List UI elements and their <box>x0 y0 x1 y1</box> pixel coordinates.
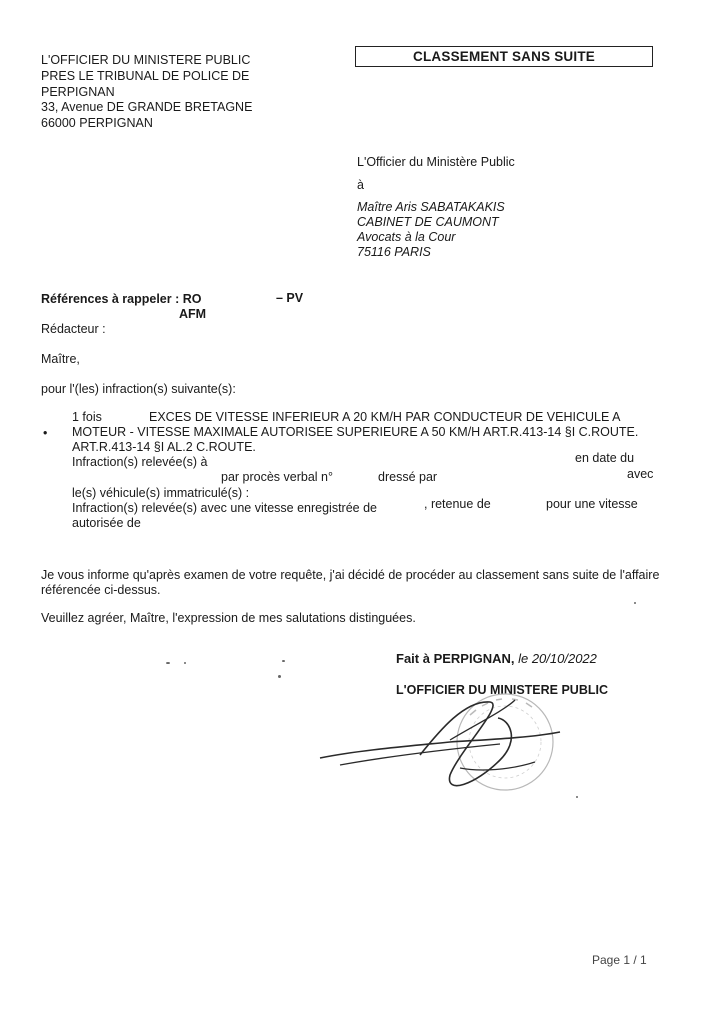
body-text: Je vous informe qu'après examen de votre requête, j'ai décidé de procéder au classement sans suite de l'affaire <box>41 568 660 582</box>
document-title: CLASSEMENT SANS SUITE <box>355 46 653 67</box>
references-label: Références à rappeler : RO <box>41 292 202 306</box>
closing-text: Veuillez agréer, Maître, l'expression de mes salutations distinguées. <box>41 611 416 625</box>
recipient-firm: CABINET DE CAUMONT <box>357 215 499 229</box>
references-pv: – PV <box>276 291 304 305</box>
salutation: Maître, <box>41 352 80 366</box>
recipient-role: Avocats à la Cour <box>357 230 456 244</box>
body-text: référencée ci-dessus. <box>41 583 161 597</box>
sender-line: L'OFFICIER DU MINISTERE PUBLIC <box>41 53 251 67</box>
to-word: à <box>357 178 364 192</box>
vehicle-label: le(s) véhicule(s) immatriculé(s) : <box>72 486 250 500</box>
retained-speed-label: , retenue de <box>424 497 491 511</box>
infraction-desc: ART.R.413-14 §I AL.2 C.ROUTE. <box>72 440 256 454</box>
recipient-name: Maître Aris SABATAKAKIS <box>357 200 505 214</box>
infraction-desc: MOTEUR - VITESSE MAXIMALE AUTORISEE SUPERIEURE A 50 KM/H ART.R.413-14 §I C.ROUTE. <box>72 425 639 439</box>
infraction-count: 1 fois <box>72 410 102 424</box>
redacteur-label: Rédacteur : <box>41 322 106 336</box>
references-afm: AFM <box>179 307 207 321</box>
infraction-desc: EXCES DE VITESSE INFERIEUR A 20 KM/H PAR CONDUCTEUR DE VEHICULE A <box>149 410 621 424</box>
signature-stamp-icon <box>300 680 600 810</box>
sender-line: 66000 PERPIGNAN <box>41 116 153 131</box>
signatory-title: L'OFFICIER DU MINISTERE PUBLIC <box>396 683 608 697</box>
sender-line: PERPIGNAN <box>41 84 115 99</box>
fait-a-place: Fait à PERPIGNAN, <box>396 651 515 666</box>
sender-address <box>41 53 252 132</box>
pv-number-label: par procès verbal n° <box>221 470 333 484</box>
speed-label: Infraction(s) relevée(s) avec une vitesse enregistrée de <box>72 501 378 515</box>
bullet: • <box>43 426 48 440</box>
recipient-city: 75116 PARIS <box>357 245 431 259</box>
fait-a-date: le 20/10/2022 <box>518 651 597 666</box>
fait-a-line <box>396 651 597 666</box>
speed-limit-label: pour une vitesse <box>546 497 638 511</box>
page-number: Page 1 / 1 <box>592 953 647 967</box>
avec-label: avec <box>627 467 654 481</box>
infraction-place: Infraction(s) relevée(s) à <box>72 455 208 469</box>
from-line: L'Officier du Ministère Public <box>357 155 515 169</box>
dresse-par-label: dressé par <box>378 470 438 484</box>
infraction-date-label: en date du <box>575 451 635 465</box>
authorized-speed-label: autorisée de <box>72 516 141 530</box>
infraction-intro: pour l'(les) infraction(s) suivante(s): <box>41 382 236 396</box>
sender-line: PRES LE TRIBUNAL DE POLICE DE <box>41 68 250 83</box>
sender-line: 33, Avenue DE GRANDE BRETAGNE <box>41 100 253 115</box>
